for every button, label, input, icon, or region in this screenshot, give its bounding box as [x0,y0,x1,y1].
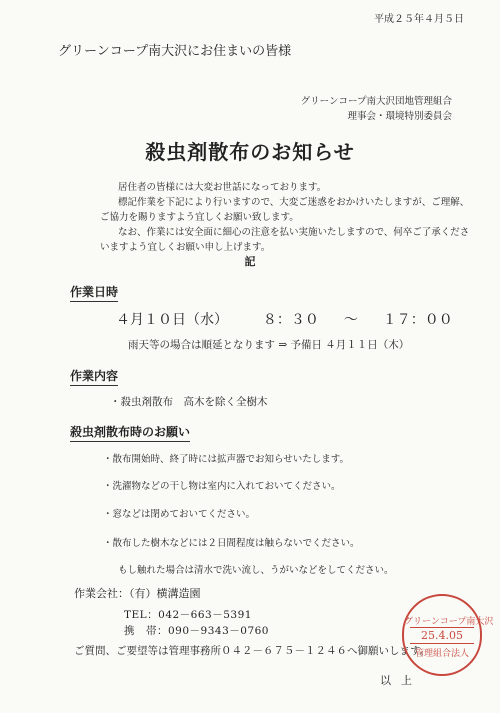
request-item: ・散布開始時、終了時には拡声器でお知らせいたします。 [103,454,349,465]
time-tilde: ～ [343,312,358,328]
intro-paragraph: 居住者の皆様には大変お世話になっております。 [118,182,327,193]
contractor: 作業会社：（有）横溝造園 [74,587,201,600]
stamp-corp: 管理組合法人 [414,649,469,659]
section-heading-requests: 殺虫剤散布時のお願い [70,423,190,442]
section-heading-content: 作業内容 [70,367,118,386]
work-schedule [116,309,453,329]
inquiry-note: ご質問、ご要望等は管理事務所０４２－６７５－１２４６へ御願いします。 [74,645,431,657]
contractor-mobile: 携 帯：090－9343－0760 [124,625,269,637]
intro-paragraph: 標記作業を下記により行いますので、大変ご迷惑をおかけいたしますが、ご理解、ご協力を賜りますよう宜しくお願い致します。 [100,197,470,223]
ki-marker: 記 [244,255,256,268]
stamp-divider [410,643,474,644]
intro-text [100,180,472,255]
request-item: ・洗濯物などの干し物は室内に入れておいてください。 [103,481,341,492]
addressee: グリーンコープ南大沢にお住まいの皆様 [58,44,292,59]
intro-paragraph: なお、作業には安全面に細心の注意を払い実施いたしますので、何卒ご了承くださいますよう宜しくお願い申し上げます。 [100,227,470,253]
stamp-divider [410,627,474,628]
start-time: ８：３０ [262,312,319,328]
document-title: 殺虫剤散布のお知らせ [145,140,355,164]
end-time: １７：００ [382,312,453,328]
request-item: ・窓などは閉めておいてください。 [103,509,256,520]
document-date: 平成２５年４月５日 [374,14,464,25]
stamp-date: 25.4.05 [421,629,463,642]
request-item: ・散布した樹木などには２日間程度は触らないでください。 [103,538,360,549]
closing-mark: 以上 [380,674,422,687]
section-heading-datetime: 作業日時 [70,283,118,302]
work-date: ４月１０日（水） [116,312,228,328]
contractor-phone: TEL：042－663－5391 [124,609,252,621]
request-item: もし触れた場合は清水で洗い流し、うがいなどをしてください。 [118,565,394,576]
management-seal-stamp [402,594,494,676]
sender-committee: 理事会・環境特別委員会 [347,111,452,122]
rain-note: 雨天等の場合は順延となります ⇒ 予備日 ４月１１日（木） [128,339,410,351]
stamp-org: グリーンコープ南大沢 [404,617,494,627]
work-content: ・殺虫剤散布 高木を除く全樹木 [110,396,268,408]
sender-organization: グリーンコープ南大沢団地管理組合 [300,96,452,107]
